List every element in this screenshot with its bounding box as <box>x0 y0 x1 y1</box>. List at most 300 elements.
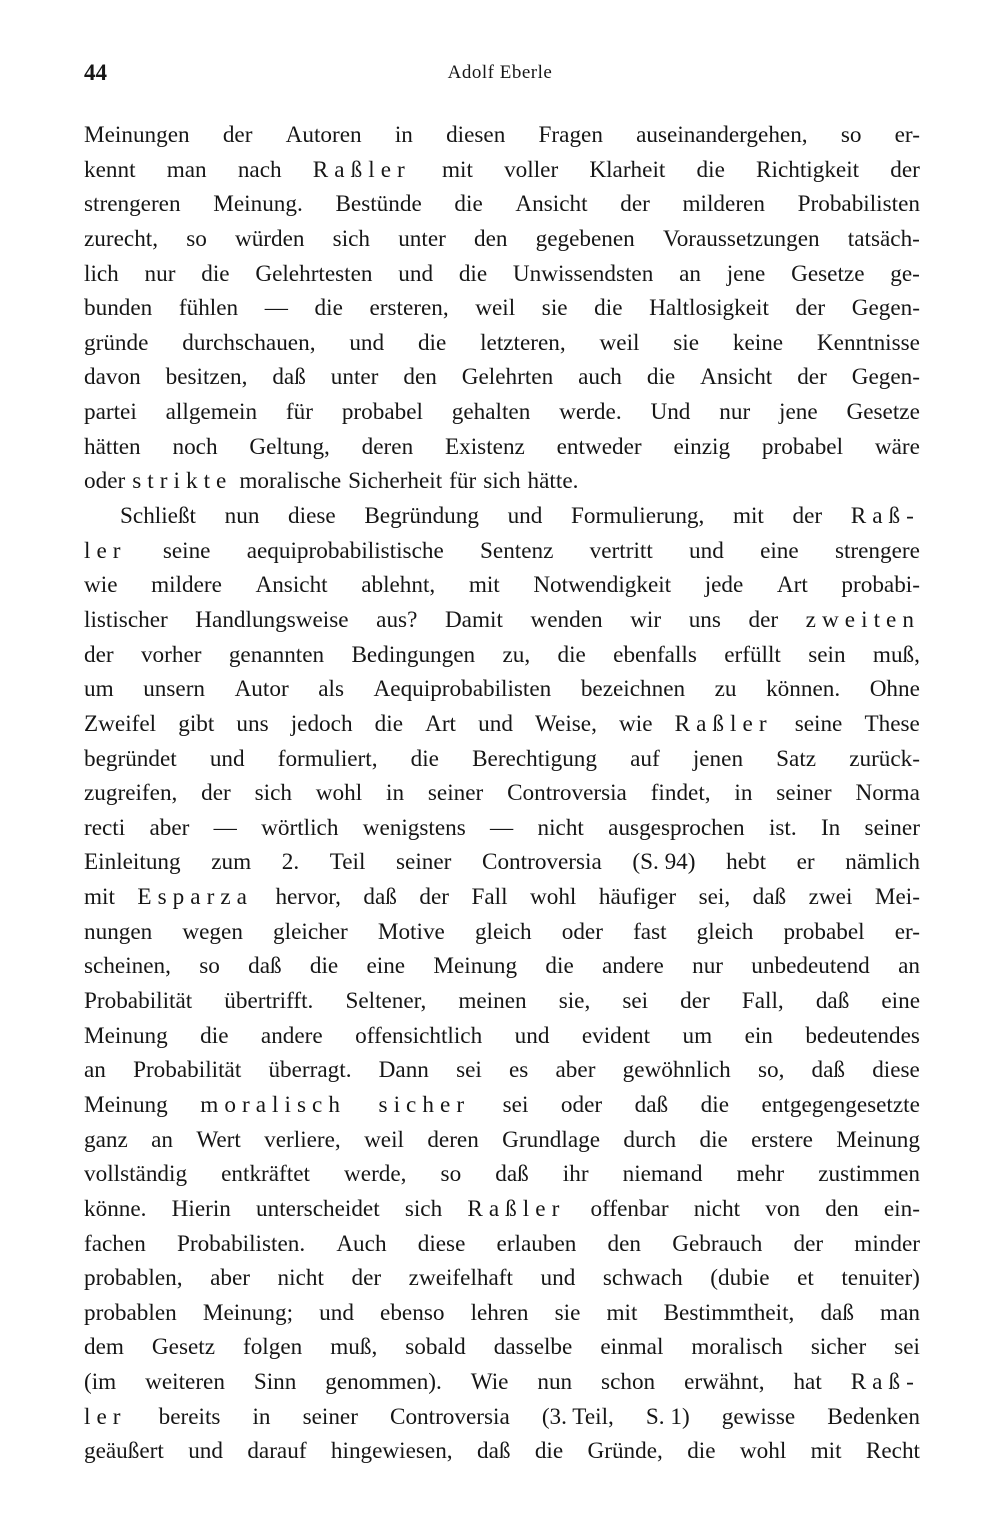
word: zweifelhaft <box>408 1265 513 1292</box>
word: daß <box>363 884 397 911</box>
word: man <box>166 156 207 183</box>
word: Gebrauch <box>672 1230 763 1257</box>
text-line <box>84 707 920 742</box>
word: so, <box>757 1057 785 1084</box>
word: weil <box>599 329 640 356</box>
word: Gründe, <box>587 1438 663 1465</box>
word: daß <box>820 1299 854 1326</box>
word: Recht <box>865 1438 920 1465</box>
word: eine <box>366 953 406 980</box>
word: könne. <box>84 1195 147 1222</box>
word: Notwendigkeit <box>533 572 672 599</box>
word: jenen <box>692 745 744 772</box>
text-line <box>84 1434 920 1469</box>
word: seine <box>794 710 843 737</box>
word: darauf <box>247 1438 307 1465</box>
text-line <box>84 118 920 153</box>
word: evident <box>581 1022 651 1049</box>
word: deren <box>427 1126 479 1153</box>
word: Einleitung <box>84 849 181 876</box>
word: In <box>820 814 841 841</box>
word: Controversia <box>389 1403 510 1430</box>
word: für <box>285 399 313 426</box>
word: an <box>679 260 701 287</box>
word: Gelehrten <box>461 364 554 391</box>
word: ist. <box>768 814 797 841</box>
word: gleicher <box>273 918 348 945</box>
word: sich <box>404 1195 443 1222</box>
word: letzteren, <box>480 329 566 356</box>
word: hebt <box>726 849 767 876</box>
word: zugreifen, <box>84 780 178 807</box>
word: entweder <box>556 433 642 460</box>
word: Seltener, <box>345 988 427 1015</box>
emphasized-word: Raß- <box>850 1369 920 1396</box>
word: Meinung; <box>202 1299 294 1326</box>
word: zum <box>211 849 252 876</box>
word: daß <box>815 988 850 1015</box>
word: tenuiter) <box>841 1265 920 1292</box>
word: bereits <box>158 1403 221 1430</box>
word: Gesetz <box>151 1334 215 1361</box>
word: als <box>318 676 344 703</box>
word: offenbar <box>590 1195 669 1222</box>
word: nur <box>719 399 751 426</box>
word: ge- <box>890 260 920 287</box>
word: nur <box>692 953 724 980</box>
word: aber <box>149 814 190 841</box>
word: von <box>765 1195 801 1222</box>
word: (im <box>84 1369 117 1396</box>
word: recti <box>84 814 126 841</box>
word: dasselbe <box>493 1334 573 1361</box>
word: scheinen, <box>84 953 171 980</box>
word: seiner <box>776 780 832 807</box>
emphasized-word: Raßler <box>312 156 411 183</box>
word: sie <box>554 1299 581 1326</box>
word: weil <box>475 295 516 322</box>
word: weiteren <box>145 1369 225 1396</box>
word: werde. <box>559 399 622 426</box>
text-line <box>84 568 920 603</box>
word: geäußert <box>84 1438 164 1465</box>
word: daß <box>811 1057 846 1084</box>
word: wegen <box>182 918 243 945</box>
word: minder <box>854 1230 920 1257</box>
word: den <box>474 225 508 252</box>
word: so <box>186 225 207 252</box>
word: unterscheidet <box>256 1195 380 1222</box>
word: Aequiprobabilisten <box>373 676 552 703</box>
word: zwei <box>808 884 853 911</box>
word: (dubie <box>710 1265 770 1292</box>
word: Fall <box>471 884 508 911</box>
word: nungen <box>84 918 153 945</box>
word: kennt <box>84 156 136 183</box>
word: Mei- <box>874 884 920 911</box>
word: der <box>792 503 823 530</box>
word: probabel <box>341 399 423 426</box>
word: nicht <box>693 1195 741 1222</box>
word: man <box>880 1299 920 1326</box>
emphasized-word: ler <box>84 1403 127 1430</box>
word: Motive <box>377 918 445 945</box>
word: Formulierung, <box>570 503 705 530</box>
word: strengere <box>834 537 920 564</box>
word: diese <box>288 503 336 530</box>
word: die <box>201 260 230 287</box>
word: Meinung <box>84 1091 168 1118</box>
word: bedeutendes <box>805 1022 920 1049</box>
word: sie <box>673 329 700 356</box>
word: erstere <box>751 1126 813 1153</box>
word: ein <box>744 1022 773 1049</box>
word: wohl <box>739 1438 787 1465</box>
word: die <box>374 710 403 737</box>
word: Und <box>650 399 691 426</box>
word: ganz <box>84 1126 128 1153</box>
text-line <box>84 603 920 638</box>
word: noch <box>172 433 218 460</box>
word: die <box>314 295 343 322</box>
word: in <box>386 780 405 807</box>
word: — <box>490 814 514 841</box>
word: tatsäch- <box>847 225 920 252</box>
word: probabi- <box>841 572 920 599</box>
word: und <box>398 260 434 287</box>
word: aequiprobabilistische <box>246 537 444 564</box>
emphasized-word: Raß- <box>850 503 920 530</box>
word: aus? <box>376 606 418 633</box>
word: die <box>454 191 483 218</box>
word: wenigstens <box>362 814 466 841</box>
word: in <box>394 122 413 148</box>
word: und <box>689 537 724 564</box>
word: mit <box>606 1299 638 1326</box>
word: vollständig <box>84 1161 188 1188</box>
word: Probabilisten <box>797 191 920 218</box>
word: so <box>440 1161 462 1188</box>
word: hat <box>793 1369 822 1396</box>
word: probabel <box>783 918 865 945</box>
word: Kenntnisse <box>816 329 920 356</box>
word: Meinung <box>84 1022 168 1049</box>
word: Begründung <box>364 503 479 530</box>
word: Norma <box>855 780 920 807</box>
word: übertrifft. <box>224 988 314 1015</box>
body-text <box>84 118 920 1469</box>
word: voller <box>504 156 559 183</box>
word: gegebenen <box>535 225 635 252</box>
word: mit <box>810 1438 842 1465</box>
word: nun <box>537 1369 573 1396</box>
word: sei <box>894 1334 920 1361</box>
word: muß, <box>872 641 920 668</box>
word: Richtigkeit <box>756 156 860 183</box>
word: Gegen- <box>851 364 920 391</box>
word: Ansicht <box>255 572 328 599</box>
text-line <box>84 257 920 292</box>
emphasized-word: ler <box>84 537 127 564</box>
word: These <box>864 710 920 737</box>
word: weil <box>364 1126 404 1153</box>
word: nämlich <box>845 849 920 876</box>
word: nun <box>224 503 260 530</box>
word: Bestimmtheit, <box>663 1299 795 1326</box>
word: daß <box>495 1161 529 1188</box>
word: die <box>594 295 623 322</box>
word: die <box>646 364 676 391</box>
word: et <box>797 1265 814 1292</box>
word: wohl <box>530 884 577 911</box>
word: jene <box>726 260 766 287</box>
word: wörtlich <box>261 814 339 841</box>
word: probablen, <box>84 1265 183 1292</box>
word: hervor, <box>275 884 341 911</box>
word: hätte. <box>527 468 579 495</box>
word: der <box>793 1230 824 1257</box>
word: wie <box>84 572 118 599</box>
word: wäre <box>874 433 920 460</box>
word: aber <box>555 1057 596 1084</box>
word: nicht <box>537 814 584 841</box>
word: die <box>699 1126 728 1153</box>
word: folgen <box>242 1334 303 1361</box>
text-line <box>84 395 920 430</box>
word: durch <box>623 1126 677 1153</box>
word: sie, <box>558 988 591 1015</box>
word: mit <box>441 156 473 183</box>
word: die <box>545 953 574 980</box>
word: den <box>403 364 437 391</box>
word: einzig <box>673 433 731 460</box>
word: Gesetze <box>846 399 920 426</box>
word: uns <box>688 606 721 633</box>
word: oder <box>84 468 126 495</box>
word: genommen). <box>325 1369 442 1396</box>
text-line <box>84 776 920 811</box>
word: Probabilität <box>84 988 193 1015</box>
text-line <box>84 845 920 880</box>
word: sei <box>502 1091 529 1118</box>
word: wie <box>619 710 653 737</box>
word: mit <box>468 572 500 599</box>
word: Probabilität <box>133 1057 242 1084</box>
word: Gesetze <box>791 260 865 287</box>
word: sobald <box>405 1334 466 1361</box>
word: lich <box>84 260 119 287</box>
word: S. 1) <box>645 1403 690 1430</box>
word: Wert <box>196 1126 241 1153</box>
word: diesen <box>446 122 506 148</box>
word: mildere <box>151 572 222 599</box>
text-line <box>84 1053 920 1088</box>
word: es <box>509 1057 529 1084</box>
word: Autor <box>234 676 289 703</box>
word: Dann <box>378 1057 429 1084</box>
word: und <box>349 329 385 356</box>
word: die <box>557 641 586 668</box>
text-line <box>84 1330 920 1365</box>
word: werde, <box>344 1161 407 1188</box>
word: die <box>700 1091 729 1118</box>
word: die <box>309 953 339 980</box>
word: — <box>264 295 288 322</box>
word: er- <box>894 918 920 945</box>
word: so <box>840 122 862 148</box>
word: Auch <box>336 1230 387 1257</box>
emphasized-word: Esparza <box>137 884 254 911</box>
word: in <box>734 780 753 807</box>
word: andere <box>602 953 664 980</box>
word: findet, <box>650 780 711 807</box>
word: deren <box>361 433 414 460</box>
word: der <box>890 156 920 183</box>
word: fast <box>633 918 667 945</box>
word: Weise, <box>535 710 597 737</box>
word: keine <box>732 329 784 356</box>
word: die <box>458 260 488 287</box>
word: nach <box>237 156 282 183</box>
word: andere <box>260 1022 323 1049</box>
word: auf <box>630 745 660 772</box>
word: sie <box>541 295 568 322</box>
word: durchschauen, <box>182 329 316 356</box>
word: Art <box>776 572 808 599</box>
word: so <box>199 953 220 980</box>
word: Ansicht <box>515 191 588 218</box>
word: zurecht, <box>84 225 159 252</box>
word: (S. 94) <box>632 849 696 876</box>
word: verliere, <box>264 1126 341 1153</box>
word: seine <box>162 537 211 564</box>
word: Schließt <box>120 503 196 530</box>
word: erwähnt, <box>684 1369 765 1396</box>
word: zustimmen <box>818 1161 920 1188</box>
word: ersteren, <box>369 295 449 322</box>
word: Klarheit <box>589 156 666 183</box>
word: Art <box>425 710 457 737</box>
word: Teil <box>329 849 366 876</box>
word: daß <box>752 884 787 911</box>
word: listischer <box>84 606 168 633</box>
word: sich <box>483 468 521 495</box>
text-line <box>84 1157 920 1192</box>
word: davon <box>84 364 141 391</box>
word: an <box>151 1126 173 1153</box>
word: moralisch <box>691 1334 783 1361</box>
word: Controversia <box>482 849 602 876</box>
word: hätten <box>84 433 141 460</box>
word: fühlen <box>178 295 239 322</box>
word: für <box>449 468 477 495</box>
word: eine <box>881 988 920 1015</box>
word: dem <box>84 1334 124 1361</box>
text-line <box>84 430 920 465</box>
word: Sentenz <box>480 537 554 564</box>
word: unsern <box>143 676 206 703</box>
word: formuliert, <box>277 745 378 772</box>
word: genannten <box>228 641 325 668</box>
emphasized-word: strikte <box>132 468 233 495</box>
word: überragt. <box>268 1057 352 1084</box>
word: Meinung. <box>213 191 303 218</box>
word: können. <box>766 676 841 703</box>
word: häufiger <box>598 884 677 911</box>
word: allgemein <box>165 399 258 426</box>
word: Damit <box>444 606 503 633</box>
text-line <box>84 153 920 188</box>
word: oder <box>560 1091 603 1118</box>
word: ebenso <box>380 1299 445 1326</box>
word: Satz <box>776 745 817 772</box>
word: entgegengesetzte <box>761 1091 920 1118</box>
word: mehr <box>736 1161 785 1188</box>
word: er <box>796 849 815 876</box>
text-line <box>84 1019 920 1054</box>
word: bunden <box>84 295 153 322</box>
word: die <box>417 329 447 356</box>
text-line <box>84 672 920 707</box>
word: Berechtigung <box>472 745 597 772</box>
word: gehalten <box>451 399 531 426</box>
word: seiner <box>396 849 452 876</box>
word: schwach <box>602 1265 683 1292</box>
word: der <box>620 191 650 218</box>
word: gibt <box>178 710 215 737</box>
word: nur <box>144 260 176 287</box>
text-line <box>84 880 920 915</box>
emphasized-word: sicher <box>378 1091 471 1118</box>
word: Handlungsweise <box>195 606 349 633</box>
text-line <box>84 534 920 569</box>
text-line <box>84 187 920 222</box>
word: ihr <box>562 1161 589 1188</box>
word: ein- <box>883 1195 920 1222</box>
word: vorher <box>140 641 202 668</box>
word: Haltlosigkeit <box>649 295 769 322</box>
word: niemand <box>622 1161 703 1188</box>
word: wohl <box>315 780 363 807</box>
word: begründet <box>84 745 177 772</box>
text-line <box>84 326 920 361</box>
word: und <box>209 745 245 772</box>
text-line <box>84 915 920 950</box>
word: seiner <box>864 814 920 841</box>
running-head: Adolf Eberle <box>447 62 553 83</box>
word: probablen <box>84 1299 177 1326</box>
word: Bestünde <box>335 191 422 218</box>
word: mit <box>84 884 115 911</box>
word: jene <box>779 399 818 426</box>
word: diese <box>417 1230 466 1257</box>
word: die <box>687 1438 716 1465</box>
word: jedoch <box>290 710 353 737</box>
word: Zweifel <box>84 710 157 737</box>
word: hingewiesen, <box>330 1438 453 1465</box>
word: strengeren <box>84 191 181 218</box>
text-line <box>84 464 920 499</box>
word: Sicherheit <box>348 468 443 495</box>
word: der <box>419 884 449 911</box>
word: und <box>507 503 543 530</box>
word: zu, <box>502 641 531 668</box>
word: um <box>84 676 114 703</box>
emphasized-word: Raßler <box>467 1195 566 1222</box>
word: uns <box>236 710 269 737</box>
word: Meinung <box>836 1126 920 1153</box>
word: würden <box>234 225 305 252</box>
